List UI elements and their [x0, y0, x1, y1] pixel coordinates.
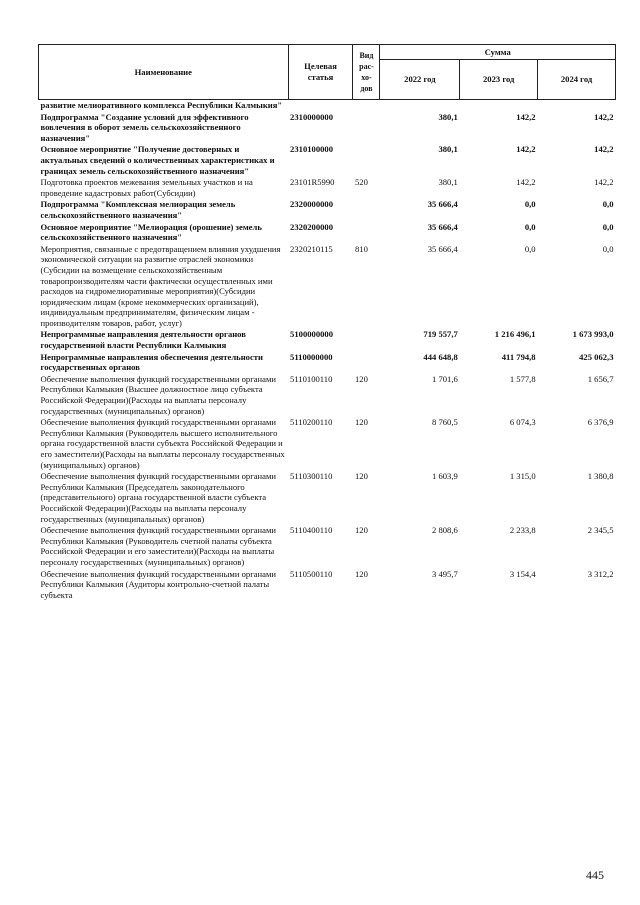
- budget-table: [38, 44, 616, 601]
- sum-2023-cell: 3 154,4: [509, 568, 536, 579]
- sum-2024-cell: 142,2: [594, 111, 614, 122]
- target-article-cell: 2320200000: [290, 221, 334, 232]
- table-row: [39, 177, 616, 199]
- target-article-cell: 2310000000: [290, 111, 334, 122]
- name-cell: развитие мелиоративного комплекса Республики Калмыкия": [40, 100, 283, 110]
- table-header: [39, 45, 616, 100]
- table-row: [39, 244, 616, 330]
- header-target-article: Целевая статья: [288, 45, 353, 100]
- target-article-cell: 5100000000: [290, 329, 334, 340]
- name-cell: Обеспечение выполнения функций государственными органами Республики Калмыкия (Аудиторы контрольно-счетной палаты субъекта: [40, 568, 276, 600]
- header-expense-kind: Вид рас-хо-дов: [353, 45, 380, 100]
- sum-2022-cell: 444 648,8: [423, 351, 458, 362]
- header-name: Наименование: [39, 45, 289, 100]
- name-cell: Непрограммные направления деятельности органов государственной власти Республики Калмыкия: [40, 329, 246, 351]
- sum-2023-cell: 142,2: [516, 177, 536, 188]
- sum-2022-cell: 8 760,5: [432, 417, 458, 428]
- target-article-cell: 2320000000: [290, 199, 334, 210]
- sum-2022-cell: 3 495,7: [432, 568, 458, 579]
- table-row: [39, 525, 616, 568]
- expense-kind-cell: 810: [354, 243, 368, 254]
- expense-kind-cell: 120: [354, 373, 368, 384]
- table-row: [39, 374, 616, 417]
- table-row: [39, 112, 616, 145]
- target-article-cell: 5110000000: [290, 351, 333, 362]
- target-article-cell: 23101R5990: [290, 177, 335, 188]
- name-cell: Основное мероприятие "Получение достоверных и актуальных сведений о количественных характеристиках и границах земель сельскохозяйственного назначения": [40, 144, 275, 176]
- header-year-2023: 2023 год: [460, 60, 538, 100]
- name-cell: Подпрограмма "Комплексная мелиорация земель сельскохозяйственного назначения": [40, 199, 236, 220]
- header-sum: Сумма: [380, 45, 616, 60]
- name-cell: Мероприятия, связанные с предотвращением влияния ухудшения экономической ситуации на развитие отраслей экономики (Субсидии на возмещение сельскохозяйственным товаропроизводителям части фактически осуществленных ими расходов на гидромелиоративные мероприятия)(Субсидии юридическим лицам (кроме некоммерческих организаций), индивидуальным предпринимателям, физическим лицам - производителям товаров, работ, услуг): [40, 243, 281, 328]
- sum-2024-cell: 142,2: [594, 144, 614, 155]
- sum-2024-cell: 6 376,9: [587, 417, 614, 428]
- expense-kind-cell: [353, 144, 380, 177]
- sum-2023-cell: 6 074,3: [509, 417, 536, 428]
- expense-kind-cell: [353, 329, 380, 351]
- sum-2023-cell: 2 233,8: [509, 525, 536, 536]
- sum-2024-cell: 0,0: [602, 243, 614, 254]
- target-article-cell: 5110400110: [290, 525, 333, 536]
- expense-kind-cell: [353, 112, 380, 145]
- sum-2024-cell: 425 062,3: [579, 351, 614, 362]
- table-body: [39, 100, 616, 602]
- target-article-cell: 5110200110: [290, 417, 333, 428]
- sum-2022-cell: 35 666,4: [427, 199, 458, 210]
- sum-2023-cell: 1 315,0: [509, 471, 536, 482]
- table-row: [39, 471, 616, 525]
- table-row: [39, 569, 616, 602]
- name-cell: Обеспечение выполнения функций государственными органами Республики Калмыкия (Председатель законодательного (представительного) органа государственной власти субъекта Российской Федерации)(Расходы на выплаты персоналу государственных (муниципальных) органов): [40, 471, 276, 524]
- sum-2023-cell: 1 577,8: [509, 373, 536, 384]
- table-row: [39, 352, 616, 374]
- target-article-cell: 5110100110: [290, 373, 333, 384]
- table-row: [39, 222, 616, 244]
- sum-2024-cell: 1 656,7: [587, 373, 614, 384]
- sum-2022-cell: 35 666,4: [427, 243, 458, 254]
- name-cell: Основное мероприятие "Мелиорация (орошение) земель сельскохозяйственного назначения": [40, 221, 262, 243]
- sum-2023-cell: [460, 100, 538, 112]
- header-year-2022: 2022 год: [380, 60, 460, 100]
- sum-2024-cell: [538, 100, 616, 112]
- target-article-cell: 5110300110: [290, 471, 333, 482]
- sum-2023-cell: 0,0: [524, 221, 536, 232]
- sum-2024-cell: 0,0: [602, 221, 614, 232]
- expense-kind-cell: 120: [354, 417, 368, 428]
- sum-2022-cell: 1 603,9: [432, 471, 458, 482]
- name-cell: Подготовка проектов межевания земельных участков и на проведение кадастровых работ(Субсидии): [40, 177, 253, 198]
- expense-kind-cell: 520: [354, 177, 368, 188]
- table-row: [39, 144, 616, 177]
- name-cell: Непрограммные направления обеспечения деятельности государственных органов: [40, 351, 263, 373]
- name-cell: Обеспечение выполнения функций государственными органами Республики Калмыкия (Руководитель счетной палаты субъекта Российской Федерации и его заместители)(Расходы на выплаты персоналу государственных (муниципальных) органов): [40, 525, 276, 567]
- target-article-cell: 2320210115: [290, 243, 333, 254]
- sum-2024-cell: 142,2: [594, 177, 614, 188]
- sum-2023-cell: 142,2: [516, 111, 536, 122]
- sum-2024-cell: 0,0: [602, 199, 614, 210]
- sum-2024-cell: 1 673 993,0: [572, 329, 614, 340]
- page-number: 445: [586, 868, 604, 882]
- target-article-cell: 2310100000: [290, 144, 334, 155]
- table-row: [39, 199, 616, 221]
- sum-2024-cell: 1 380,8: [587, 471, 614, 482]
- sum-2022-cell: 2 808,6: [432, 525, 458, 536]
- table-row: [39, 100, 616, 112]
- target-article-cell: 5110500110: [290, 568, 333, 579]
- expense-kind-cell: [353, 100, 380, 112]
- expense-kind-cell: 120: [354, 525, 368, 536]
- expense-kind-cell: 120: [354, 471, 368, 482]
- name-cell: Обеспечение выполнения функций государственными органами Республики Калмыкия (Высшее должностное лицо субъекта Российской Федерации)(Расходы на выплаты персоналу государственных (муниципальных) органов): [40, 373, 276, 416]
- table-row: [39, 329, 616, 351]
- sum-2022-cell: 1 701,6: [432, 373, 458, 384]
- name-cell: Подпрограмма "Создание условий для эффективного вовлечения в оборот земель сельскохозяйственного назначения": [40, 111, 249, 143]
- expense-kind-cell: [353, 352, 380, 374]
- header-year-2024: 2024 год: [538, 60, 616, 100]
- expense-kind-cell: [353, 222, 380, 244]
- sum-2022-cell: 380,1: [438, 111, 458, 122]
- sum-2022-cell: 380,1: [438, 177, 458, 188]
- sum-2024-cell: 2 345,5: [587, 525, 614, 536]
- sum-2024-cell: 3 312,2: [587, 568, 614, 579]
- sum-2022-cell: [380, 100, 460, 112]
- sum-2023-cell: 1 216 496,1: [494, 329, 536, 340]
- name-cell: Обеспечение выполнения функций государственными органами Республики Калмыкия (Руководитель высшего исполнительного органа государственной власти субъекта Российской Федерации и его заместители)(Расходы на выплаты персоналу государственных (муниципальных) органов): [40, 417, 285, 470]
- table-row: [39, 417, 616, 471]
- target-article-cell: [288, 100, 353, 112]
- sum-2023-cell: 411 794,8: [501, 351, 536, 362]
- sum-2023-cell: 142,2: [516, 144, 536, 155]
- sum-2023-cell: 0,0: [524, 199, 536, 210]
- sum-2022-cell: 35 666,4: [427, 221, 458, 232]
- expense-kind-cell: [353, 199, 380, 221]
- sum-2022-cell: 719 557,7: [423, 329, 458, 340]
- sum-2022-cell: 380,1: [438, 144, 458, 155]
- sum-2023-cell: 0,0: [524, 243, 536, 254]
- expense-kind-cell: 120: [354, 568, 368, 579]
